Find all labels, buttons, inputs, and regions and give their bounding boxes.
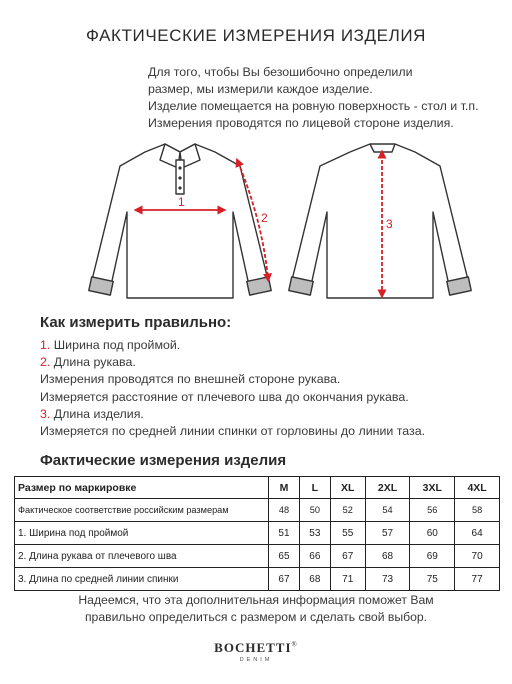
table-header-cell: 3XL: [410, 477, 455, 499]
howto-item-text: Длина рукава.: [50, 355, 136, 370]
placket-button: [178, 166, 181, 169]
table-cell-label: 2. Длина рукава от плечевого шва: [15, 545, 269, 568]
table-cell: 69: [410, 545, 455, 568]
table-cell: 64: [455, 522, 500, 545]
howto-item-num: 1.: [40, 338, 51, 352]
table-header-cell: M: [269, 477, 300, 499]
intro-line: размер, мы измерили каждое изделие.: [148, 82, 373, 96]
table-cell-label: Фактическое соответствие российским размерам: [15, 499, 269, 522]
brand-subtitle: DENIM: [239, 657, 273, 663]
table-cell: 48: [269, 499, 300, 522]
table-cell: 68: [365, 545, 410, 568]
page-title: ФАКТИЧЕСКИЕ ИЗМЕРЕНИЯ ИЗДЕЛИЯ: [85, 26, 427, 45]
table-cell: 55: [330, 522, 365, 545]
intro-line: Изделие помещается на ровную поверхность - стол и т.п.: [148, 99, 479, 113]
table-header-cell: L: [299, 477, 330, 499]
table-cell-label: 3. Длина по средней линии спинки: [15, 568, 269, 591]
table-header-cell: 4XL: [455, 477, 500, 499]
howto-item: [40, 423, 425, 440]
placket-button: [178, 186, 181, 189]
measure-label-1: 1: [178, 195, 185, 209]
table-cell: 54: [365, 499, 410, 522]
howto-list: [40, 337, 425, 440]
howto-item-text: Измеряется расстояние от плечевого шва до окончания рукава.: [40, 389, 409, 404]
table-cell: 77: [455, 568, 500, 591]
table-cell: 71: [330, 568, 365, 591]
back-shirt-drawing: [289, 144, 471, 298]
table-cell: 50: [299, 499, 330, 522]
table-cell: 53: [299, 522, 330, 545]
howto-item: [40, 406, 425, 423]
table-cell: 75: [410, 568, 455, 591]
table-cell: 57: [365, 522, 410, 545]
howto-item: [40, 371, 425, 388]
table-cell: 66: [299, 545, 330, 568]
intro-line: Измерения проводятся по лицевой стороне изделия.: [148, 116, 454, 130]
closing-note-line: правильно определиться с размером и сделать свой выбор.: [84, 610, 428, 624]
garment-diagram: [0, 130, 512, 310]
table-row: [15, 522, 500, 545]
table-cell: 65: [269, 545, 300, 568]
howto-item: [40, 354, 425, 371]
table-row: [15, 568, 500, 591]
back-body: [292, 144, 468, 298]
howto-item-text: Длина изделия.: [50, 406, 144, 421]
table-cell: 67: [269, 568, 300, 591]
table-row: [15, 499, 500, 522]
howto-item-text: Измеряется по средней линии спинки от горловины до линии таза.: [40, 424, 426, 439]
howto-item: [40, 337, 425, 354]
howto-item: [40, 389, 425, 406]
table-cell: 60: [410, 522, 455, 545]
table-cell: 56: [410, 499, 455, 522]
table-row: [15, 545, 500, 568]
measure-label-3: 3: [386, 217, 393, 231]
table-header-cell: 2XL: [365, 477, 410, 499]
table-cell: 58: [455, 499, 500, 522]
howto-item-num: 3.: [40, 406, 51, 421]
howto-title: Как измерить правильно:: [40, 314, 232, 331]
table-header-cell: XL: [330, 477, 365, 499]
closing-note-line: Надеемся, что эта дополнительная информация поможет Вам: [78, 593, 434, 607]
table-cell: 73: [365, 568, 410, 591]
table-cell: 68: [299, 568, 330, 591]
placket-button: [178, 176, 181, 179]
closing-note: [0, 592, 512, 626]
table-cell: 70: [455, 545, 500, 568]
howto-item-text: Ширина под проймой.: [50, 338, 181, 352]
table-cell: 51: [269, 522, 300, 545]
registered-mark: ®: [291, 640, 298, 649]
howto-item-num: 2.: [40, 355, 51, 370]
howto-item-text: Измерения проводятся по внешней стороне рукава.: [40, 372, 341, 387]
table-cell: 67: [330, 545, 365, 568]
table-cell-label: 1. Ширина под проймой: [15, 522, 269, 545]
brand-name: BOCHETTI: [214, 640, 292, 655]
table-cell: 52: [330, 499, 365, 522]
brand-logo: [0, 640, 512, 656]
intro-text: [148, 64, 508, 132]
intro-line: Для того, чтобы Вы безошибочно определили: [148, 65, 413, 79]
size-table: [14, 476, 500, 591]
measurements-title: Фактические измерения изделия: [40, 452, 287, 469]
table-header-cell: Размер по маркировке: [15, 477, 269, 499]
table-header-row: [15, 477, 500, 499]
measure-label-2: 2: [261, 211, 268, 225]
